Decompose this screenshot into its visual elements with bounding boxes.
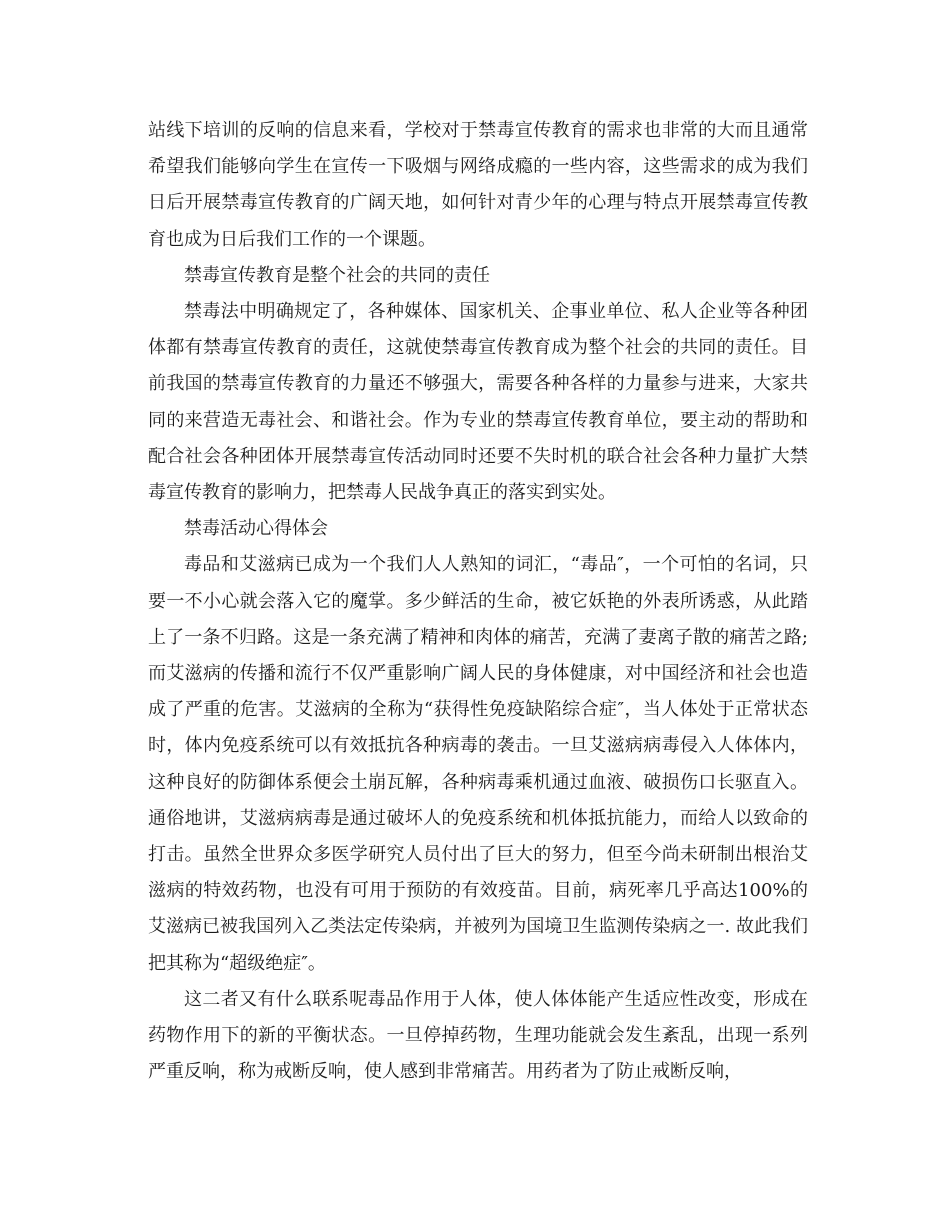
paragraph-drug-law: 禁毒法中明确规定了，各种媒体、国家机关、企事业单位、私人企业等各种团体都有禁毒宣传教育的责任，这就使禁毒宣传教育成为整个社会的共同的责任。目前我国的禁毒宣传教育的力量还不够强大，需要各种各样的力量参与进来，大家共同的来营造无毒社会、和谐社会。作为专业的禁毒宣传教育单位，要主动的帮助和配合社会各种团体开展禁毒宣传活动同时还要不失时机的联合社会各种力量扩大禁毒宣传教育的影响力，把禁毒人民战争真正的落实到实处。 (148, 301, 808, 504)
document-body (148, 113, 808, 1090)
paragraph-connection: 这二者又有什么联系呢毒品作用于人体，使人体体能产生适应性改变，形成在药物作用下的新的平衡状态。一旦停掉药物，生理功能就会发生紊乱，出现一系列严重反响，称为戒断反响，使人感到非常痛苦。用药者为了防止戒断反响， (148, 988, 808, 1083)
section-heading-responsibility: 禁毒宣传教育是整个社会的共同的责任 (184, 264, 490, 286)
paragraph-continuation: 站线下培训的反响的信息来看，学校对于禁毒宣传教育的需求也非常的大而且通常希望我们能够向学生在宣传一下吸烟与网络成瘾的一些内容，这些需求的成为我们日后开展禁毒宣传教育的广阔天地，如何针对青少年的心理与特点开展禁毒宣传教育也成为日后我们工作的一个课题。 (148, 120, 808, 250)
paragraph-drugs-and-aids: 毒品和艾滋病已成为一个我们人人熟知的词汇，“毒品″，一个可怕的名词，只要一不小心就会落入它的魔掌。多少鲜活的生命，被它妖艳的外表所诱惑，从此踏上了一条不归路。这是一条充满了精神和肉体的痛苦，充满了妻离子散的痛苦之路;而艾滋病的传播和流行不仅严重影响广阔人民的身体健康，对中国经济和社会也造成了严重的危害。艾滋病的全称为“获得性免疫缺陷综合症″，当人体处于正常状态时，体内免疫系统可以有效抵抗各种病毒的袭击。一旦艾滋病病毒侵入人体体内，这种良好的防御体系便会土崩瓦解，各种病毒乘机通过血液、破损伤口长驱直入。通俗地讲，艾滋病病毒是通过破坏人的免疫系统和机体抵抗能力，而给人以致命的打击。虽然全世界众多医学研究人员付出了巨大的努力，但至今尚未研制出根治艾滋病的特效药物，也没有可用于预防的有效疫苗。目前，病死率几乎高达100%的艾滋病已被我国列入乙类法定传染病，并被列为国境卫生监测传染病之一. 故此我们把其称为“超级绝症″。 (148, 554, 808, 974)
section-heading-experience: 禁毒活动心得体会 (184, 518, 328, 540)
